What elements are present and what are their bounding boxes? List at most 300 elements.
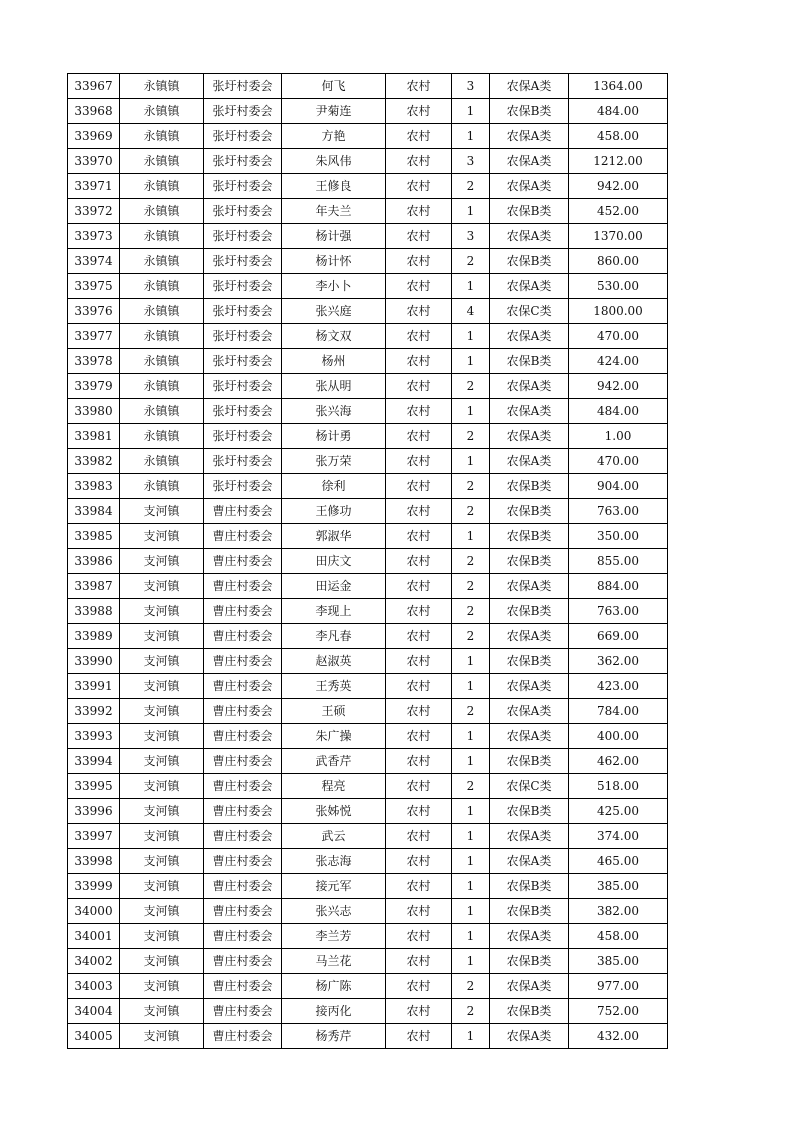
household-count-cell: 1 xyxy=(452,199,490,224)
table-row xyxy=(68,1024,668,1049)
amount-cell: 484.00 xyxy=(569,99,668,124)
table-row xyxy=(68,749,668,774)
name-cell: 李兰芳 xyxy=(282,924,386,949)
area-type-cell: 农村 xyxy=(386,399,452,424)
amount-cell: 904.00 xyxy=(569,474,668,499)
amount-cell: 763.00 xyxy=(569,499,668,524)
record-id-cell: 33990 xyxy=(68,649,120,674)
town-cell: 永镇镇 xyxy=(120,424,204,449)
town-cell: 永镇镇 xyxy=(120,124,204,149)
town-cell: 永镇镇 xyxy=(120,224,204,249)
area-type-cell: 农村 xyxy=(386,749,452,774)
table-row xyxy=(68,274,668,299)
town-cell: 支河镇 xyxy=(120,574,204,599)
record-id-cell: 34005 xyxy=(68,1024,120,1049)
amount-cell: 423.00 xyxy=(569,674,668,699)
insurance-class-cell: 农保B类 xyxy=(490,549,569,574)
name-cell: 田庆文 xyxy=(282,549,386,574)
town-cell: 支河镇 xyxy=(120,624,204,649)
household-count-cell: 3 xyxy=(452,74,490,99)
amount-cell: 855.00 xyxy=(569,549,668,574)
village-cell: 张圩村委会 xyxy=(204,174,282,199)
table-row xyxy=(68,999,668,1024)
record-id-cell: 33999 xyxy=(68,874,120,899)
table-row xyxy=(68,649,668,674)
household-count-cell: 1 xyxy=(452,1024,490,1049)
name-cell: 李凡春 xyxy=(282,624,386,649)
record-id-cell: 33984 xyxy=(68,499,120,524)
household-count-cell: 2 xyxy=(452,974,490,999)
town-cell: 支河镇 xyxy=(120,524,204,549)
record-id-cell: 33992 xyxy=(68,699,120,724)
village-cell: 曹庄村委会 xyxy=(204,874,282,899)
household-count-cell: 4 xyxy=(452,299,490,324)
insurance-class-cell: 农保A类 xyxy=(490,674,569,699)
table-row xyxy=(68,74,668,99)
table-row xyxy=(68,224,668,249)
town-cell: 永镇镇 xyxy=(120,349,204,374)
town-cell: 永镇镇 xyxy=(120,474,204,499)
area-type-cell: 农村 xyxy=(386,99,452,124)
household-count-cell: 3 xyxy=(452,149,490,174)
area-type-cell: 农村 xyxy=(386,874,452,899)
town-cell: 支河镇 xyxy=(120,874,204,899)
record-id-cell: 33971 xyxy=(68,174,120,199)
amount-cell: 424.00 xyxy=(569,349,668,374)
household-count-cell: 2 xyxy=(452,999,490,1024)
town-cell: 支河镇 xyxy=(120,699,204,724)
table-row xyxy=(68,399,668,424)
village-cell: 张圩村委会 xyxy=(204,149,282,174)
table-row xyxy=(68,674,668,699)
town-cell: 支河镇 xyxy=(120,999,204,1024)
town-cell: 支河镇 xyxy=(120,749,204,774)
village-cell: 曹庄村委会 xyxy=(204,749,282,774)
insurance-class-cell: 农保B类 xyxy=(490,499,569,524)
household-count-cell: 1 xyxy=(452,849,490,874)
name-cell: 张兴志 xyxy=(282,899,386,924)
amount-cell: 942.00 xyxy=(569,374,668,399)
record-id-cell: 33989 xyxy=(68,624,120,649)
amount-cell: 752.00 xyxy=(569,999,668,1024)
insurance-class-cell: 农保B类 xyxy=(490,99,569,124)
name-cell: 张万荣 xyxy=(282,449,386,474)
town-cell: 支河镇 xyxy=(120,599,204,624)
name-cell: 田运金 xyxy=(282,574,386,599)
town-cell: 支河镇 xyxy=(120,549,204,574)
record-id-cell: 33967 xyxy=(68,74,120,99)
town-cell: 永镇镇 xyxy=(120,99,204,124)
household-count-cell: 1 xyxy=(452,874,490,899)
name-cell: 张兴海 xyxy=(282,399,386,424)
record-id-cell: 33995 xyxy=(68,774,120,799)
amount-cell: 763.00 xyxy=(569,599,668,624)
town-cell: 永镇镇 xyxy=(120,249,204,274)
table-row xyxy=(68,849,668,874)
household-count-cell: 2 xyxy=(452,699,490,724)
amount-cell: 884.00 xyxy=(569,574,668,599)
household-count-cell: 2 xyxy=(452,599,490,624)
area-type-cell: 农村 xyxy=(386,349,452,374)
record-id-cell: 33983 xyxy=(68,474,120,499)
record-id-cell: 34004 xyxy=(68,999,120,1024)
amount-cell: 462.00 xyxy=(569,749,668,774)
household-count-cell: 2 xyxy=(452,574,490,599)
village-cell: 张圩村委会 xyxy=(204,199,282,224)
name-cell: 张从明 xyxy=(282,374,386,399)
table-row xyxy=(68,799,668,824)
area-type-cell: 农村 xyxy=(386,624,452,649)
insurance-class-cell: 农保B类 xyxy=(490,349,569,374)
record-id-cell: 34000 xyxy=(68,899,120,924)
amount-cell: 374.00 xyxy=(569,824,668,849)
household-count-cell: 1 xyxy=(452,799,490,824)
name-cell: 朱广操 xyxy=(282,724,386,749)
insurance-class-cell: 农保A类 xyxy=(490,174,569,199)
town-cell: 支河镇 xyxy=(120,1024,204,1049)
household-count-cell: 2 xyxy=(452,249,490,274)
name-cell: 杨计怀 xyxy=(282,249,386,274)
table-row xyxy=(68,624,668,649)
name-cell: 杨文双 xyxy=(282,324,386,349)
town-cell: 支河镇 xyxy=(120,499,204,524)
record-id-cell: 33998 xyxy=(68,849,120,874)
town-cell: 永镇镇 xyxy=(120,324,204,349)
area-type-cell: 农村 xyxy=(386,149,452,174)
town-cell: 支河镇 xyxy=(120,949,204,974)
record-id-cell: 33978 xyxy=(68,349,120,374)
record-id-cell: 33994 xyxy=(68,749,120,774)
amount-cell: 382.00 xyxy=(569,899,668,924)
area-type-cell: 农村 xyxy=(386,699,452,724)
amount-cell: 1370.00 xyxy=(569,224,668,249)
town-cell: 永镇镇 xyxy=(120,174,204,199)
insurance-class-cell: 农保B类 xyxy=(490,474,569,499)
table-row xyxy=(68,574,668,599)
name-cell: 武云 xyxy=(282,824,386,849)
record-id-cell: 33972 xyxy=(68,199,120,224)
household-count-cell: 1 xyxy=(452,99,490,124)
amount-cell: 942.00 xyxy=(569,174,668,199)
household-count-cell: 1 xyxy=(452,399,490,424)
household-count-cell: 1 xyxy=(452,649,490,674)
amount-cell: 1800.00 xyxy=(569,299,668,324)
insurance-class-cell: 农保B类 xyxy=(490,599,569,624)
record-id-cell: 33977 xyxy=(68,324,120,349)
village-cell: 张圩村委会 xyxy=(204,299,282,324)
record-id-cell: 33980 xyxy=(68,399,120,424)
table-row xyxy=(68,299,668,324)
amount-cell: 400.00 xyxy=(569,724,668,749)
insurance-class-cell: 农保A类 xyxy=(490,374,569,399)
village-cell: 曹庄村委会 xyxy=(204,799,282,824)
village-cell: 张圩村委会 xyxy=(204,224,282,249)
record-id-cell: 33982 xyxy=(68,449,120,474)
household-count-cell: 1 xyxy=(452,674,490,699)
town-cell: 支河镇 xyxy=(120,899,204,924)
village-cell: 曹庄村委会 xyxy=(204,974,282,999)
household-count-cell: 1 xyxy=(452,124,490,149)
amount-cell: 977.00 xyxy=(569,974,668,999)
name-cell: 王修功 xyxy=(282,499,386,524)
records-table-body xyxy=(68,74,668,1049)
name-cell: 接丙化 xyxy=(282,999,386,1024)
record-id-cell: 33988 xyxy=(68,599,120,624)
name-cell: 王秀英 xyxy=(282,674,386,699)
area-type-cell: 农村 xyxy=(386,524,452,549)
name-cell: 王修良 xyxy=(282,174,386,199)
area-type-cell: 农村 xyxy=(386,174,452,199)
insurance-class-cell: 农保B类 xyxy=(490,649,569,674)
table-row xyxy=(68,599,668,624)
household-count-cell: 2 xyxy=(452,174,490,199)
name-cell: 杨州 xyxy=(282,349,386,374)
insurance-class-cell: 农保A类 xyxy=(490,324,569,349)
amount-cell: 470.00 xyxy=(569,324,668,349)
household-count-cell: 1 xyxy=(452,824,490,849)
amount-cell: 484.00 xyxy=(569,399,668,424)
household-count-cell: 1 xyxy=(452,524,490,549)
village-cell: 曹庄村委会 xyxy=(204,599,282,624)
area-type-cell: 农村 xyxy=(386,374,452,399)
table-row xyxy=(68,949,668,974)
household-count-cell: 1 xyxy=(452,899,490,924)
table-row xyxy=(68,374,668,399)
village-cell: 曹庄村委会 xyxy=(204,1024,282,1049)
village-cell: 曹庄村委会 xyxy=(204,824,282,849)
table-row xyxy=(68,474,668,499)
town-cell: 支河镇 xyxy=(120,724,204,749)
amount-cell: 458.00 xyxy=(569,924,668,949)
area-type-cell: 农村 xyxy=(386,124,452,149)
area-type-cell: 农村 xyxy=(386,774,452,799)
village-cell: 张圩村委会 xyxy=(204,274,282,299)
village-cell: 曹庄村委会 xyxy=(204,524,282,549)
name-cell: 何飞 xyxy=(282,74,386,99)
amount-cell: 669.00 xyxy=(569,624,668,649)
village-cell: 张圩村委会 xyxy=(204,324,282,349)
table-row xyxy=(68,499,668,524)
village-cell: 张圩村委会 xyxy=(204,99,282,124)
area-type-cell: 农村 xyxy=(386,849,452,874)
village-cell: 张圩村委会 xyxy=(204,74,282,99)
record-id-cell: 33987 xyxy=(68,574,120,599)
record-id-cell: 33996 xyxy=(68,799,120,824)
area-type-cell: 农村 xyxy=(386,899,452,924)
insurance-class-cell: 农保B类 xyxy=(490,199,569,224)
name-cell: 王硕 xyxy=(282,699,386,724)
amount-cell: 465.00 xyxy=(569,849,668,874)
name-cell: 杨计强 xyxy=(282,224,386,249)
amount-cell: 350.00 xyxy=(569,524,668,549)
insurance-class-cell: 农保A类 xyxy=(490,699,569,724)
area-type-cell: 农村 xyxy=(386,549,452,574)
record-id-cell: 33985 xyxy=(68,524,120,549)
insurance-class-cell: 农保B类 xyxy=(490,799,569,824)
insurance-class-cell: 农保B类 xyxy=(490,949,569,974)
area-type-cell: 农村 xyxy=(386,924,452,949)
table-row xyxy=(68,449,668,474)
table-row xyxy=(68,149,668,174)
village-cell: 曹庄村委会 xyxy=(204,499,282,524)
table-row xyxy=(68,549,668,574)
amount-cell: 530.00 xyxy=(569,274,668,299)
area-type-cell: 农村 xyxy=(386,299,452,324)
insurance-class-cell: 农保A类 xyxy=(490,274,569,299)
insurance-class-cell: 农保A类 xyxy=(490,399,569,424)
area-type-cell: 农村 xyxy=(386,949,452,974)
insurance-class-cell: 农保A类 xyxy=(490,724,569,749)
record-id-cell: 33969 xyxy=(68,124,120,149)
village-cell: 张圩村委会 xyxy=(204,374,282,399)
town-cell: 支河镇 xyxy=(120,974,204,999)
record-id-cell: 33973 xyxy=(68,224,120,249)
name-cell: 接元军 xyxy=(282,874,386,899)
household-count-cell: 1 xyxy=(452,924,490,949)
record-id-cell: 33970 xyxy=(68,149,120,174)
town-cell: 支河镇 xyxy=(120,649,204,674)
insurance-class-cell: 农保C类 xyxy=(490,299,569,324)
area-type-cell: 农村 xyxy=(386,574,452,599)
amount-cell: 432.00 xyxy=(569,1024,668,1049)
insurance-class-cell: 农保A类 xyxy=(490,624,569,649)
household-count-cell: 1 xyxy=(452,324,490,349)
name-cell: 程亮 xyxy=(282,774,386,799)
village-cell: 张圩村委会 xyxy=(204,124,282,149)
amount-cell: 452.00 xyxy=(569,199,668,224)
area-type-cell: 农村 xyxy=(386,274,452,299)
amount-cell: 1364.00 xyxy=(569,74,668,99)
record-id-cell: 33981 xyxy=(68,424,120,449)
name-cell: 朱风伟 xyxy=(282,149,386,174)
insurance-class-cell: 农保A类 xyxy=(490,824,569,849)
household-count-cell: 1 xyxy=(452,274,490,299)
name-cell: 杨广陈 xyxy=(282,974,386,999)
record-id-cell: 34001 xyxy=(68,924,120,949)
village-cell: 曹庄村委会 xyxy=(204,699,282,724)
table-row xyxy=(68,199,668,224)
insurance-class-cell: 农保B类 xyxy=(490,749,569,774)
village-cell: 张圩村委会 xyxy=(204,424,282,449)
village-cell: 曹庄村委会 xyxy=(204,674,282,699)
amount-cell: 1212.00 xyxy=(569,149,668,174)
household-count-cell: 1 xyxy=(452,749,490,774)
village-cell: 曹庄村委会 xyxy=(204,774,282,799)
household-count-cell: 1 xyxy=(452,949,490,974)
area-type-cell: 农村 xyxy=(386,449,452,474)
area-type-cell: 农村 xyxy=(386,649,452,674)
insurance-class-cell: 农保A类 xyxy=(490,74,569,99)
town-cell: 永镇镇 xyxy=(120,199,204,224)
insurance-class-cell: 农保A类 xyxy=(490,224,569,249)
name-cell: 李小卜 xyxy=(282,274,386,299)
insurance-class-cell: 农保A类 xyxy=(490,1024,569,1049)
household-count-cell: 1 xyxy=(452,724,490,749)
village-cell: 曹庄村委会 xyxy=(204,549,282,574)
table-row xyxy=(68,824,668,849)
table-row xyxy=(68,424,668,449)
record-id-cell: 33968 xyxy=(68,99,120,124)
area-type-cell: 农村 xyxy=(386,599,452,624)
town-cell: 永镇镇 xyxy=(120,399,204,424)
area-type-cell: 农村 xyxy=(386,799,452,824)
name-cell: 赵淑英 xyxy=(282,649,386,674)
town-cell: 永镇镇 xyxy=(120,149,204,174)
amount-cell: 362.00 xyxy=(569,649,668,674)
insurance-class-cell: 农保A类 xyxy=(490,124,569,149)
name-cell: 尹菊连 xyxy=(282,99,386,124)
name-cell: 张兴庭 xyxy=(282,299,386,324)
household-count-cell: 2 xyxy=(452,624,490,649)
name-cell: 年夫兰 xyxy=(282,199,386,224)
table-row xyxy=(68,724,668,749)
village-cell: 张圩村委会 xyxy=(204,449,282,474)
amount-cell: 518.00 xyxy=(569,774,668,799)
table-row xyxy=(68,874,668,899)
insurance-class-cell: 农保B类 xyxy=(490,999,569,1024)
household-count-cell: 1 xyxy=(452,349,490,374)
record-id-cell: 33979 xyxy=(68,374,120,399)
amount-cell: 470.00 xyxy=(569,449,668,474)
area-type-cell: 农村 xyxy=(386,724,452,749)
area-type-cell: 农村 xyxy=(386,199,452,224)
table-row xyxy=(68,524,668,549)
amount-cell: 1.00 xyxy=(569,424,668,449)
town-cell: 永镇镇 xyxy=(120,274,204,299)
insurance-class-cell: 农保A类 xyxy=(490,149,569,174)
insurance-class-cell: 农保A类 xyxy=(490,424,569,449)
area-type-cell: 农村 xyxy=(386,224,452,249)
area-type-cell: 农村 xyxy=(386,474,452,499)
village-cell: 曹庄村委会 xyxy=(204,999,282,1024)
table-row xyxy=(68,174,668,199)
record-id-cell: 33975 xyxy=(68,274,120,299)
area-type-cell: 农村 xyxy=(386,324,452,349)
village-cell: 曹庄村委会 xyxy=(204,949,282,974)
town-cell: 支河镇 xyxy=(120,924,204,949)
insurance-class-cell: 农保A类 xyxy=(490,574,569,599)
name-cell: 马兰花 xyxy=(282,949,386,974)
insurance-class-cell: 农保A类 xyxy=(490,974,569,999)
records-table xyxy=(67,73,668,1049)
name-cell: 郭淑华 xyxy=(282,524,386,549)
table-row xyxy=(68,324,668,349)
town-cell: 永镇镇 xyxy=(120,299,204,324)
household-count-cell: 3 xyxy=(452,224,490,249)
table-row xyxy=(68,699,668,724)
table-row xyxy=(68,249,668,274)
village-cell: 张圩村委会 xyxy=(204,474,282,499)
record-id-cell: 34002 xyxy=(68,949,120,974)
town-cell: 支河镇 xyxy=(120,774,204,799)
insurance-class-cell: 农保B类 xyxy=(490,874,569,899)
record-id-cell: 33991 xyxy=(68,674,120,699)
insurance-class-cell: 农保B类 xyxy=(490,899,569,924)
village-cell: 曹庄村委会 xyxy=(204,574,282,599)
amount-cell: 458.00 xyxy=(569,124,668,149)
record-id-cell: 33997 xyxy=(68,824,120,849)
record-id-cell: 33974 xyxy=(68,249,120,274)
insurance-class-cell: 农保B类 xyxy=(490,524,569,549)
town-cell: 支河镇 xyxy=(120,799,204,824)
name-cell: 杨秀芹 xyxy=(282,1024,386,1049)
village-cell: 张圩村委会 xyxy=(204,249,282,274)
town-cell: 永镇镇 xyxy=(120,449,204,474)
area-type-cell: 农村 xyxy=(386,974,452,999)
village-cell: 曹庄村委会 xyxy=(204,849,282,874)
insurance-class-cell: 农保A类 xyxy=(490,449,569,474)
village-cell: 曹庄村委会 xyxy=(204,724,282,749)
